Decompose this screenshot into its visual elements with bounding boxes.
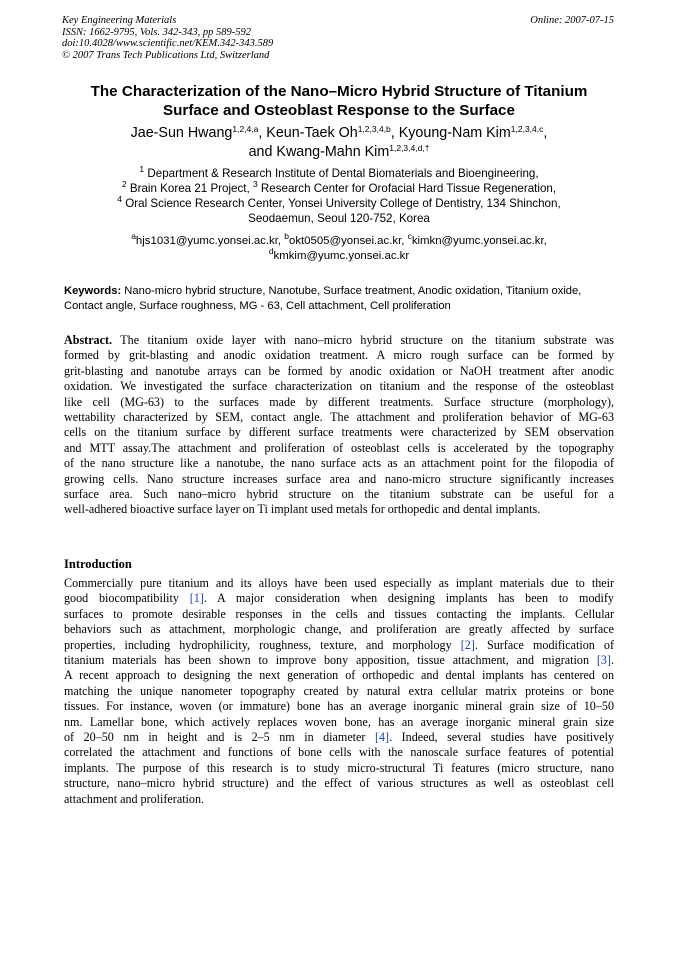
intro-text: properties, including hydrophilicity, roughness, texture, and morphology [64,637,461,652]
affil-text: Brain Korea 21 Project, [126,182,253,195]
intro-line: Commercially pure titanium and its alloys have been used especially as implant materials due to their [64,576,614,590]
intro-text: good biocompatibility [64,591,190,606]
affil-marker: 3 [252,179,258,189]
email-line [40,231,638,249]
abstract-block [64,333,614,518]
email-marker: d [268,246,274,256]
section-heading-introduction: Introduction [64,557,132,571]
intro-line: attachment and proliferation. [64,791,205,806]
intro-line [64,591,614,606]
abstract-line: grit-blasting and nanotube arrays can be formed by anodic oxidation or NaOH treatment after anodic [64,363,614,378]
abstract-text: The titanium oxide layer with nano–micro hybrid structure on the titanium substrate was [112,333,614,347]
affil-text: Department & Research Institute of Dental Biomaterials and Bioengineering, [144,167,539,180]
intro-line: tissues. For instance, woven (or immature) bone has an average inorganic mineral grain size of 10–50 [64,699,614,714]
author-name: and Kwang-Mahn Kim [248,144,390,160]
email-address[interactable]: okt0505@yonsei.ac.kr, [288,235,408,247]
online-date: Online: 2007-07-15 [530,15,614,26]
intro-line [64,730,614,745]
intro-text: . A major consideration when designing implants has been to modify [203,591,614,606]
issn-line: ISSN: 1662-9795, Vols. 342-343, pp 589-592 [62,26,251,38]
abstract-line [64,333,614,348]
affil-marker: 1 [139,164,145,174]
email-marker: a [131,231,136,241]
intro-line: matching the unique nanometer topography created by natural extra cellular matrix proteins or bone [64,683,614,698]
doi-line: doi:10.4028/www.scientific.net/KEM.342-343.589 [62,38,274,50]
abstract-line: well-adhered bioactive surface layer on Ti implant used metals for orthopedic and dental implants. [64,502,541,517]
affil-text: Oral Science Research Center, Yonsei University College of Dentistry, 134 Shinchon, [122,197,561,210]
affiliations [40,166,638,226]
author-affil-marker: 1,2,3,4,b [357,124,391,134]
author-emails [40,231,638,264]
abstract-line: of the nano structure like a nanotube, the nano surface acts as an attachment point for the filopodia of [64,456,614,471]
abstract-line: wettability characterized by SEM, contact angle. The attachment and proliferation behavior of MG-63 [64,410,614,425]
copyright-line: © 2007 Trans Tech Publications Ltd, Switzerland [62,49,270,61]
intro-text: titanium materials has been shown to improve bony apposition, tissue attachment, and migration [64,653,597,668]
title-line: Surface and Osteoblast Response to the Surface [163,102,515,119]
author-affil-marker: 1,2,3,4,d,† [389,143,430,153]
citation-link[interactable]: [4] [374,730,390,745]
keywords-block [64,284,616,313]
author-separator: , [543,125,548,141]
intro-text: . Indeed, several studies have positively [389,730,615,745]
email-address[interactable]: hjs1031@yumc.yonsei.ac.kr, [135,235,285,247]
intro-line: A recent approach to designing the next generation of orthopedic and dental implants has centered on [64,668,614,683]
author-affil-marker: 1,2,3,4,c [510,124,544,134]
intro-text: . [610,653,614,668]
affiliation-line [40,181,638,196]
citation-link[interactable]: [2] [460,637,475,652]
abstract-line: cells on the titanium surface by different surface treatments were characterized by SEM observation [64,425,614,440]
email-marker: b [284,231,289,241]
citation-link[interactable]: [3] [596,653,611,668]
abstract-line: surface area. Such nano–micro hybrid structure on the titanium substrate can be useful for a [64,487,614,502]
abstract-line: and MTT assay.The attachment and proliferation of osteoblast cells is accelerated by the topography [64,440,614,455]
author-name: , Kyoung-Nam Kim [390,125,511,141]
journal-header [62,15,273,61]
author-name: , Keun-Taek Oh [258,125,358,141]
intro-line: structure, nano–micro hybrid structure) and the effect of various structures as well as osteoblast cell [64,776,614,791]
introduction-body [64,576,614,807]
author-list [40,124,638,162]
affiliation-line [40,166,638,181]
paper-title [40,82,638,120]
affil-text: Research Center for Orofacial Hard Tissue Regeneration, [257,182,557,195]
keywords-label: Keywords: [64,285,122,297]
title-line: The Characterization of the Nano–Micro Hybrid Structure of Titanium [90,83,588,100]
journal-name: Key Engineering Materials [62,15,177,26]
intro-text: . Surface modification of [474,637,614,652]
intro-text: of 20–50 nm in height and is 2–5 nm in diameter [64,730,375,745]
affiliation-line [40,196,638,211]
abstract-label: Abstract. [64,333,113,347]
keywords-text: Nano-micro hybrid structure, Nanotube, Surface treatment, Anodic oxidation, Titanium oxide, Contact angle, Surface roughness, MG - 63, Cell attachment, Cell proliferation [64,285,582,312]
email-marker: c [407,231,412,241]
abstract-line: formed by grit-blasting and anodic oxidation treatment. A micro rough surface can be formed by [64,348,614,363]
abstract-line: like cell (MG-63) to the surfaces made by different treatments. Surface structure (morphology), [64,394,614,409]
abstract-line: oxidation. We investigated the surface characterization on titanium and the response of the osteoblast [64,379,614,394]
intro-line: nm. Lamellar bone, which actively replaces woven bone, has an average inorganic mineral grain size [64,714,614,729]
affil-marker: 4 [117,194,123,204]
affil-marker: 2 [121,179,127,189]
author-name: Jae-Sun Hwang [130,125,233,141]
email-address[interactable]: kmkim@yumc.yonsei.ac.kr [273,250,410,262]
intro-line [64,653,614,668]
affiliation-line: Seodaemun, Seoul 120-752, Korea [248,212,430,225]
intro-line: correlated the attachment and functions of bone cells with the nanoscale surface features of potential [64,745,614,760]
intro-line: implants. The purpose of this research is to study micro-structural Ti features (micro structure, nano [64,760,614,775]
intro-line: behaviors such as attachment, morphologic change, and proliferation are greatly affected by surface [64,622,614,637]
email-line [40,246,638,264]
email-address[interactable]: kimkn@yumc.yonsei.ac.kr, [411,235,547,247]
abstract-line: growing cells. Nano structure increases surface area and nano-micro structure significantly increases [64,471,614,486]
citation-link[interactable]: [1] [189,591,204,606]
intro-line: surfaces to promote desirable responses in the cells and tissues contacting the implants. Cellular [64,606,614,621]
author-affil-marker: 1,2,4,a [232,124,259,134]
intro-line [64,638,614,653]
